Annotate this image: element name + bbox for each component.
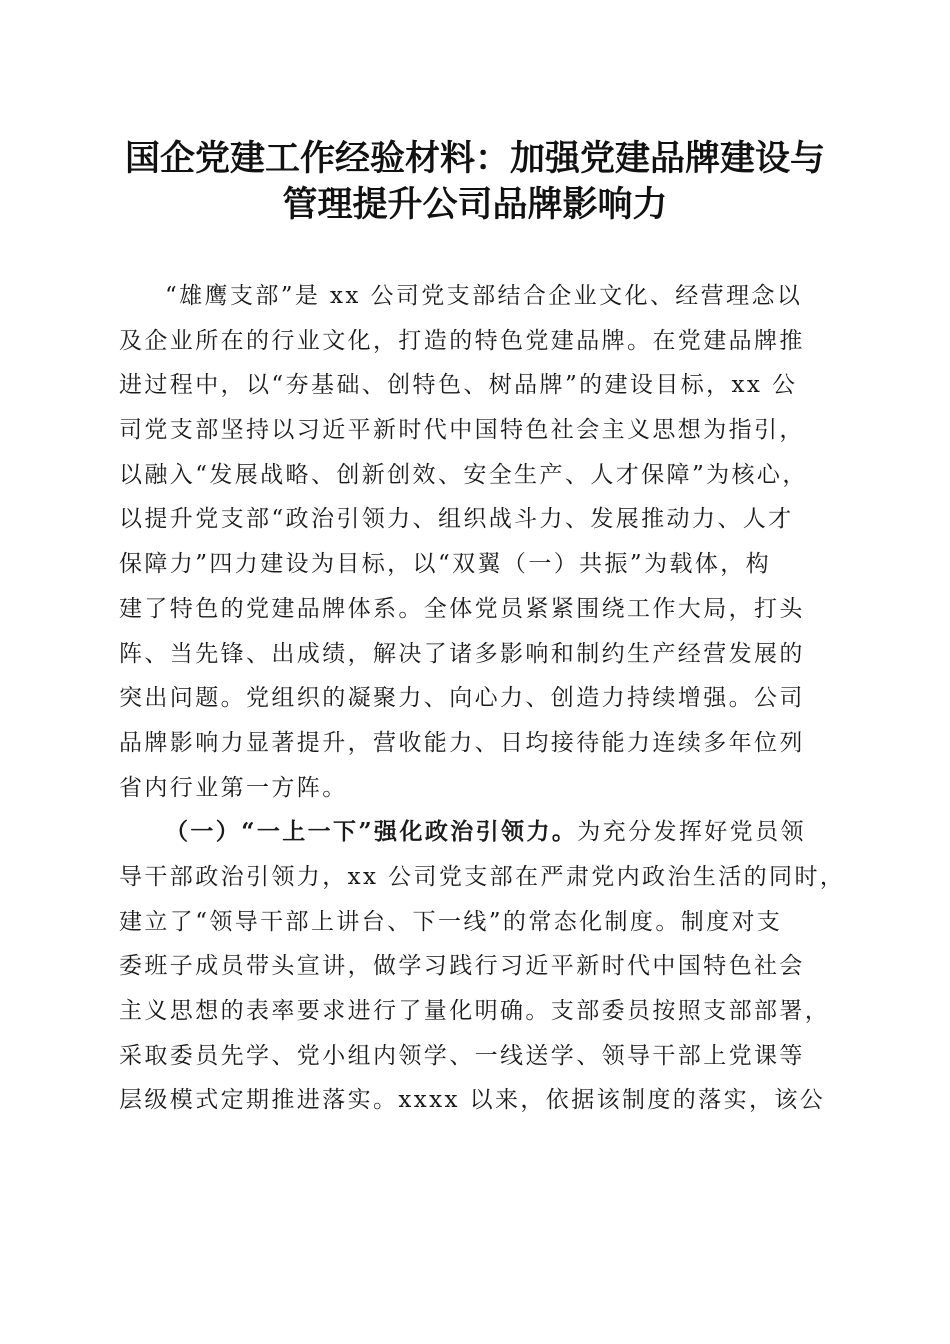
paragraph-line: 及企业所在的行业文化，打造的特色党建品牌。在党建品牌推 xyxy=(119,327,805,354)
paragraph-line: 委班子成员带头宣讲，做学习践行习近平新时代中国特色社会 xyxy=(119,953,805,980)
title-line-1: 国企党建工作经验材料：加强党建品牌建设与 xyxy=(124,138,825,179)
paragraph-line: 突出问题。党组织的凝聚力、向心力、创造力持续增强。公司 xyxy=(119,685,805,712)
paragraph-line: 主义思想的表率要求进行了量化明确。支部委员按照支部部署， xyxy=(119,998,831,1024)
paragraph-line: 阵、当先锋、出成绩，解决了诸多影响和制约生产经营发展的 xyxy=(119,640,805,667)
paragraph-line: 采取委员先学、党小组内领学、一线送学、领导干部上党课等 xyxy=(119,1042,805,1069)
title-line-2: 管理提升公司品牌影响力 xyxy=(282,184,668,225)
paragraph-line: 层级模式定期推进落实。xxxx 以来，依据该制度的落实，该公 xyxy=(119,1087,826,1114)
paragraph-line: 建了特色的党建品牌体系。全体党员紧紧围绕工作大局，打头 xyxy=(119,595,805,622)
paragraph-line: 保障力”四力建设为目标，以“双翼（一）共振”为载体，构 xyxy=(119,551,772,578)
paragraph-1 xyxy=(119,274,833,810)
section-heading-rest: 为充分发挥好党员领 xyxy=(577,819,806,846)
paragraph-line: 以提升党支部“政治引领力、组织战斗力、发展推动力、人才 xyxy=(119,506,794,533)
document-title xyxy=(100,136,850,228)
paragraph-line: 品牌影响力显著提升，营收能力、日均接待能力连续多年位列 xyxy=(119,729,805,756)
paragraph-2 xyxy=(119,810,846,1123)
paragraph-line: 建立了“领导干部上讲台、下一线”的常态化制度。制度对支 xyxy=(119,908,783,935)
paragraph-line: 导干部政治引领力，xx 公司党支部在严肃党内政治生活的同时， xyxy=(119,863,846,890)
paragraph-line: 以融入“发展战略、创新创效、安全生产、人才保障”为核心， xyxy=(119,461,808,488)
section-heading: （一）“一上一下”强化政治引领力。 xyxy=(165,818,578,846)
paragraph-line xyxy=(119,810,833,855)
document-body xyxy=(119,274,846,1123)
paragraph-line: 司党支部坚持以习近平新时代中国特色社会主义思想为指引， xyxy=(119,417,805,444)
paragraph-line: “雄鹰支部”是 xx 公司党支部结合企业文化、经营理念以 xyxy=(165,283,803,309)
paragraph-line: 进过程中，以“夯基础、创特色、树品牌”的建设目标，xx 公 xyxy=(119,372,798,399)
paragraph-line: 省内行业第一方阵。 xyxy=(119,774,348,801)
